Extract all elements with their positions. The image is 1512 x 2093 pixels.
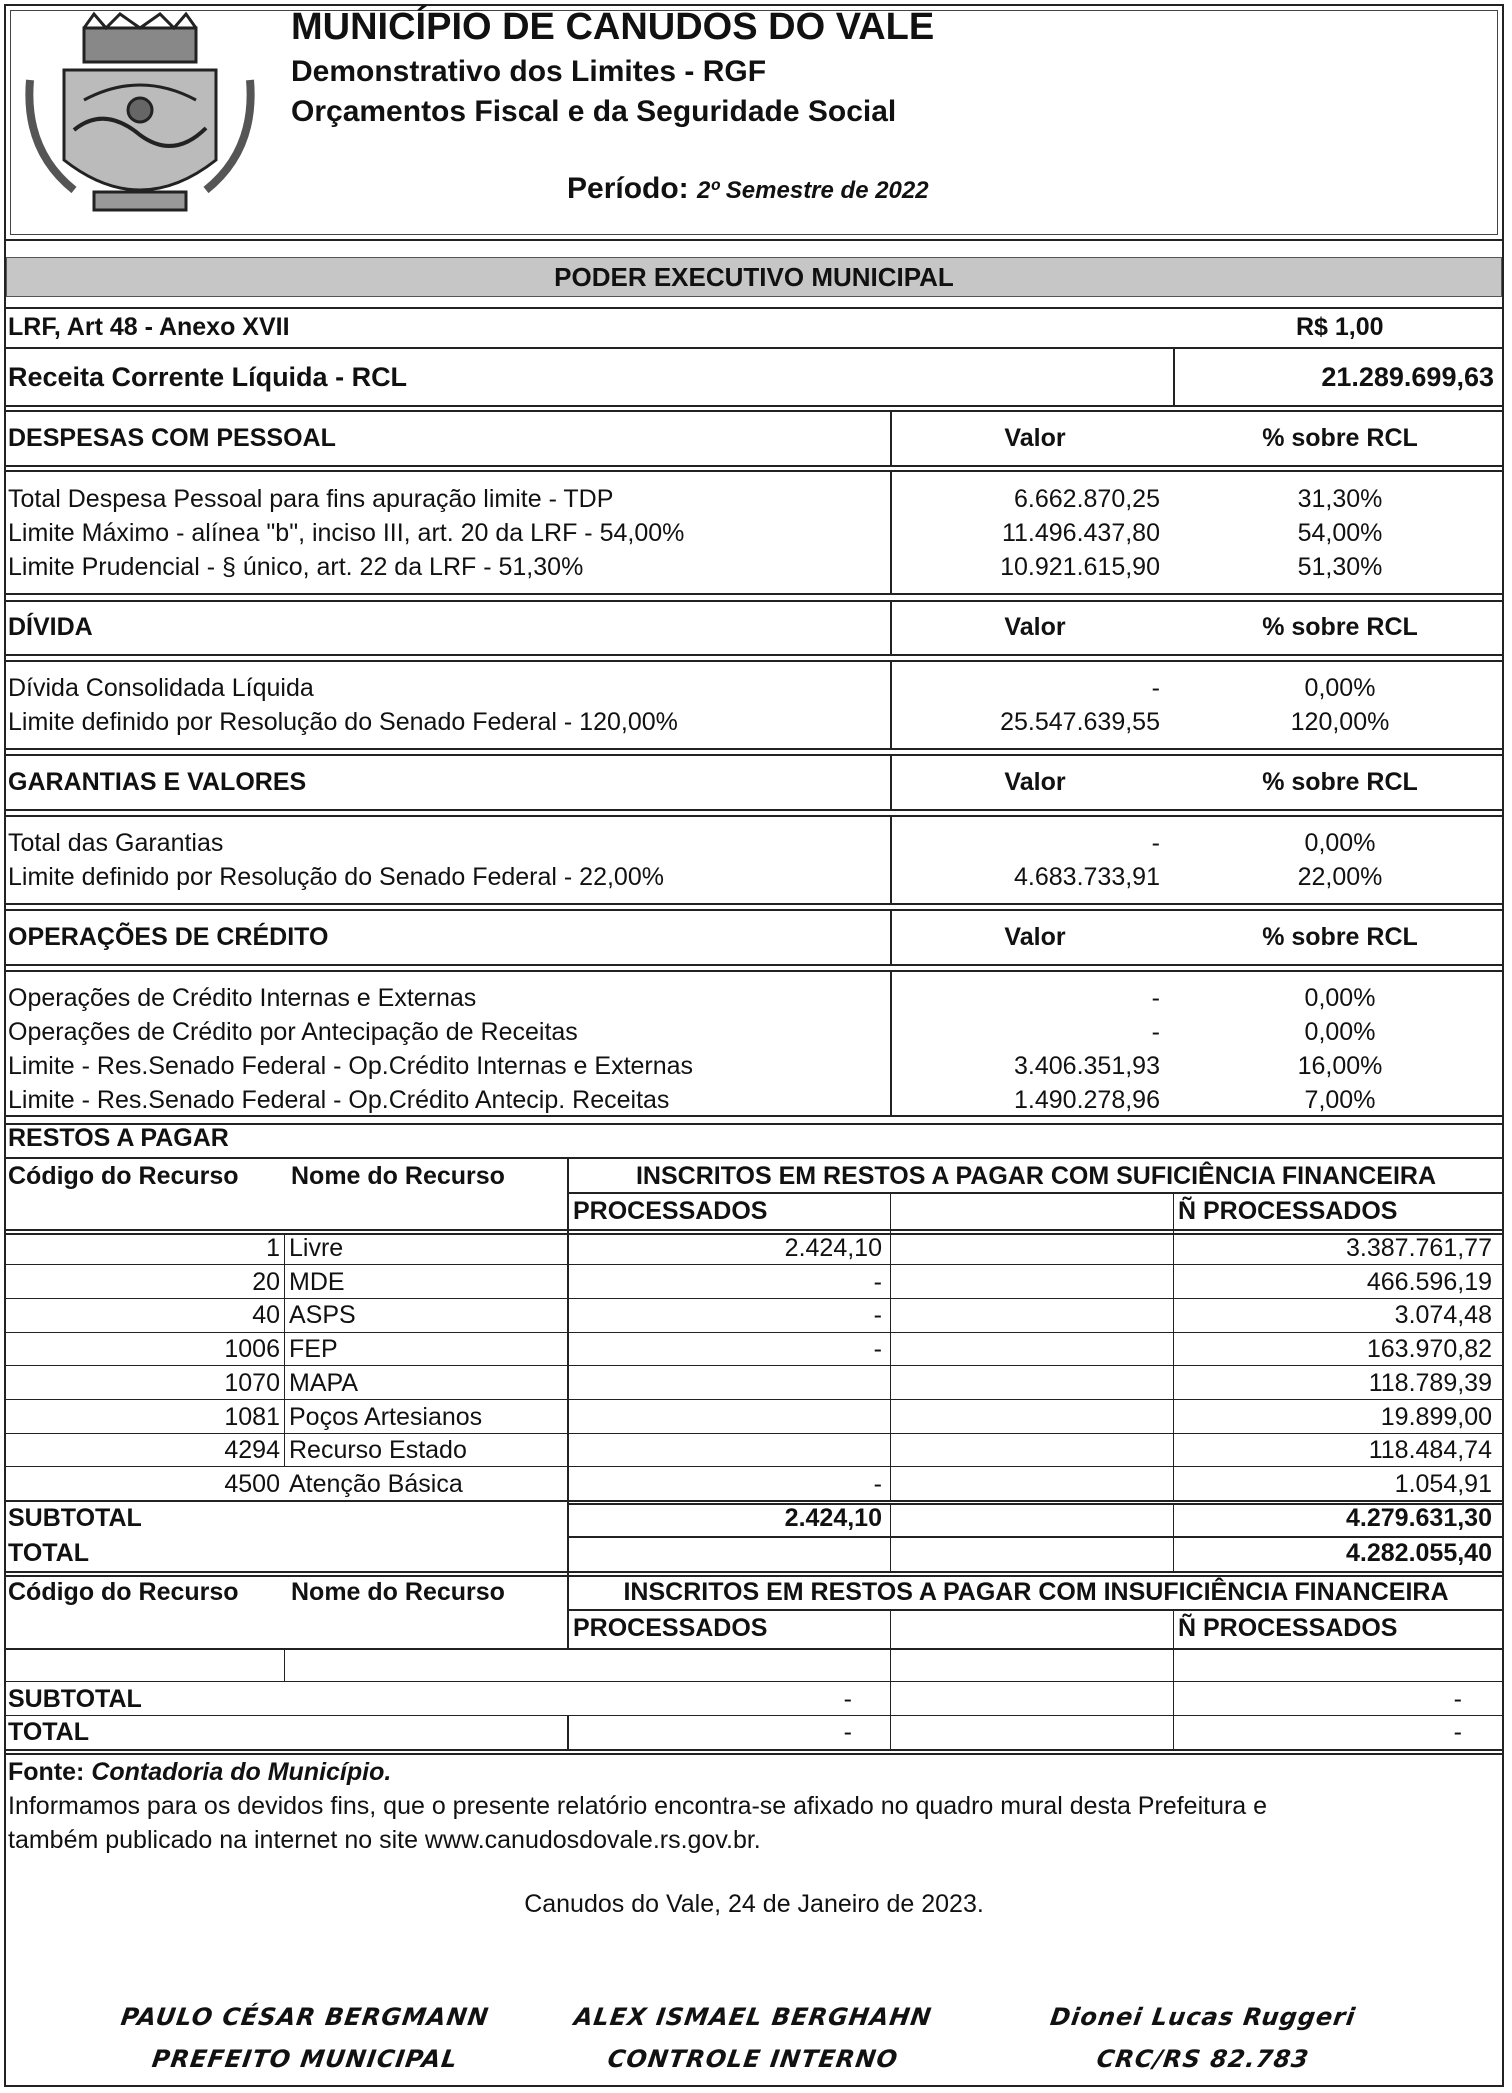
rule [6,748,1502,750]
suf-row-nome: Atenção Básica [289,1470,463,1498]
suf-row-codigo: 4294 [224,1436,280,1464]
insuf-subtotal-proc: - [843,1685,852,1713]
rule [890,1503,891,1571]
credito-row-label: Operações de Crédito por Antecipação de Receitas [8,1018,578,1046]
credito-row-valor: - [1151,1018,1160,1046]
insuf-total-label: TOTAL [8,1718,90,1746]
insuf-total-nproc: - [1453,1718,1462,1746]
pessoal-title: DESPESAS COM PESSOAL [8,424,336,452]
col-nprocessados: Ñ PROCESSADOS [1178,1614,1398,1642]
suf-row-codigo: 40 [252,1301,280,1329]
garantias-row-pct: 22,00% [1297,863,1383,891]
rule [890,970,892,1115]
garantias-title: GARANTIAS E VALORES [8,768,307,796]
credito-row-pct: 0,00% [1304,984,1376,1012]
rule [6,909,1502,911]
suf-row-proc: - [873,1470,882,1498]
suf-row-codigo: 20 [252,1268,280,1296]
rule [6,1749,1502,1751]
col-pct: % sobre RCL [1262,424,1418,452]
rule [6,600,1502,602]
rule [890,410,892,465]
suf-row-nproc: 3.074,48 [1394,1301,1492,1329]
col-pct: % sobre RCL [1262,613,1418,641]
suf-row-nome: Livre [289,1234,344,1262]
rule [284,1648,285,1681]
rule [6,1571,1502,1573]
insuf-subtotal-nproc: - [1453,1685,1462,1713]
col-codigo: Código do Recurso [8,1578,239,1606]
pessoal-row-pct: 51,30% [1297,553,1383,581]
rule [284,1233,285,1466]
fonte-label: Fonte: [8,1758,85,1786]
period-value: 2º Semestre de 2022 [697,177,929,204]
insuf-total-proc: - [843,1718,852,1746]
suf-row-nome: ASPS [289,1301,356,1329]
rule [6,809,1502,811]
restos-title: RESTOS A PAGAR [8,1124,229,1152]
fonte [8,1758,391,1787]
suf-subtotal-proc: 2.424,10 [784,1504,882,1532]
suf-row-nome: Recurso Estado [289,1436,467,1464]
suf-row-nproc: 1.054,91 [1394,1470,1492,1498]
divida-row-valor: - [1151,674,1160,702]
rule [6,465,1502,467]
budget-subtitle: Orçamentos Fiscal e da Seguridade Social [291,95,897,128]
insuf-subtotal-label: SUBTOTAL [8,1685,142,1713]
signature-name: ALEX ISMAEL BERGHAHN [572,2003,934,2031]
rule [6,307,1502,309]
pessoal-row-label: Limite Máximo - alínea "b", inciso III, art. 20 da LRF - 54,00% [8,519,685,547]
suf-row-nproc: 19.899,00 [1380,1403,1492,1431]
col-nprocessados: Ñ PROCESSADOS [1178,1197,1398,1225]
signature-role: CONTROLE INTERNO [605,2045,901,2073]
credito-row-valor: 1.490.278,96 [1014,1086,1160,1114]
rule [6,654,1502,656]
suf-subtotal-label: SUBTOTAL [8,1504,142,1532]
rule [1173,1503,1174,1571]
col-codigo: Código do Recurso [8,1162,239,1190]
credito-row-pct: 0,00% [1304,1018,1376,1046]
suf-row-codigo: 1081 [224,1403,280,1431]
rule [568,1536,1502,1538]
lrf-label: LRF, Art 48 - Anexo XVII [8,313,290,341]
suf-row-nproc: 118.789,39 [1368,1369,1492,1397]
signature-role: CRC/RS 82.783 [1094,2045,1312,2073]
suf-row-proc: - [873,1268,882,1296]
suf-row-nproc: 466.596,19 [1366,1268,1492,1296]
rule [6,754,1502,756]
pessoal-row-label: Total Despesa Pessoal para fins apuração limite - TDP [8,485,614,513]
suf-title: INSCRITOS EM RESTOS A PAGAR COM SUFICIÊNCIA FINANCEIRA [635,1162,1437,1190]
credito-row-pct: 16,00% [1297,1052,1383,1080]
garantias-row-label: Limite definido por Resolução do Senado Federal - 22,00% [8,863,664,891]
suf-row-codigo: 1070 [224,1369,280,1397]
suf-total-label: TOTAL [8,1539,90,1567]
garantias-row-valor: 4.683.733,91 [1014,863,1160,891]
rule [890,1609,891,1749]
credito-title: OPERAÇÕES DE CRÉDITO [8,923,329,951]
credito-row-valor: 3.406.351,93 [1014,1052,1160,1080]
suf-row-codigo: 1006 [224,1335,280,1363]
pessoal-row-valor: 10.921.615,90 [1000,553,1160,581]
suf-row-nome: FEP [289,1335,338,1363]
col-valor: Valor [1004,768,1066,796]
rule [6,815,1502,817]
rule [890,754,892,809]
rule [6,964,1502,966]
signature-role: PREFEITO MUNICIPAL [150,2045,460,2073]
rule [6,1298,1502,1299]
credito-row-label: Limite - Res.Senado Federal - Op.Crédito Internas e Externas [8,1052,694,1080]
col-valor: Valor [1004,613,1066,641]
rcl-value: 21.289.699,63 [1321,362,1494,392]
divida-row-valor: 25.547.639,55 [1000,708,1160,736]
rule [6,1753,1502,1755]
suf-total-nproc: 4.282.055,40 [1346,1539,1492,1567]
rcl-label: Receita Corrente Líquida - RCL [8,362,408,392]
rule [6,1123,1502,1125]
rule [890,600,892,654]
rule [6,1575,1502,1577]
divida-row-pct: 0,00% [1304,674,1376,702]
divida-row-pct: 120,00% [1290,708,1390,736]
suf-row-codigo: 1 [266,1234,280,1262]
col-pct: % sobre RCL [1262,768,1418,796]
col-nome: Nome do Recurso [291,1162,505,1190]
insuf-title: INSCRITOS EM RESTOS A PAGAR COM INSUFICIÊNCIA FINANCEIRA [623,1578,1449,1606]
info-line-1: Informamos para os devidos fins, que o presente relatório encontra-se afixado no quadro mural desta Prefeitura e [8,1792,1268,1820]
municipal-crest-icon [24,10,256,222]
suf-row-nome: Poços Artesianos [289,1403,483,1431]
date-line: Canudos do Vale, 24 de Janeiro de 2023. [524,1890,984,1918]
rule [890,660,892,748]
col-processados: PROCESSADOS [573,1614,768,1642]
rule [567,1715,569,1749]
suf-row-proc: 2.424,10 [784,1234,882,1262]
report-subtitle: Demonstrativo dos Limites - RGF [291,55,767,88]
rule [6,1681,1502,1682]
garantias-row-pct: 0,00% [1304,829,1376,857]
rule [567,1157,569,1649]
suf-row-nproc: 118.484,74 [1368,1436,1492,1464]
rule [6,1157,1502,1159]
pessoal-row-pct: 54,00% [1297,519,1383,547]
period [567,172,929,206]
suf-row-nome: MAPA [289,1369,358,1397]
divida-row-label: Limite definido por Resolução do Senado Federal - 120,00% [8,708,678,736]
suf-row-codigo: 4500 [224,1470,280,1498]
pessoal-row-valor: 11.496.437,80 [1001,519,1160,547]
rule [568,1609,1502,1611]
rule [6,1399,1502,1400]
col-nome: Nome do Recurso [291,1578,505,1606]
col-valor: Valor [1004,923,1066,951]
rule [1173,1192,1174,1500]
currency-unit: R$ 1,00 [1296,313,1384,341]
rule [568,1192,1502,1194]
credito-row-valor: - [1151,984,1160,1012]
rule [6,903,1502,905]
rule [6,1433,1502,1434]
info-line-2: também publicado na internet no site www.canudosdovale.rs.gov.br. [8,1826,761,1854]
pessoal-row-valor: 6.662.870,25 [1014,485,1160,513]
rule [890,909,892,964]
rule [6,1500,1502,1502]
rule [6,970,1502,972]
suf-row-nome: MDE [289,1268,345,1296]
garantias-row-valor: - [1151,829,1160,857]
rule [6,410,1502,412]
rule [1173,349,1175,405]
fonte-value: Contadoria do Município. [91,1758,392,1786]
rule [6,593,1502,595]
signature-name: PAULO CÉSAR BERGMANN [119,2003,491,2031]
rule [6,660,1502,662]
divida-row-label: Dívida Consolidada Líquida [8,674,314,702]
pessoal-row-pct: 31,30% [1297,485,1383,513]
municipality-title: MUNICÍPIO DE CANUDOS DO VALE [291,6,935,48]
rule [6,1715,1502,1716]
rule [890,1192,891,1500]
rule [6,1264,1502,1265]
period-label: Período: [567,172,689,205]
rule [6,1332,1502,1333]
credito-row-label: Operações de Crédito Internas e Externas [8,984,477,1012]
suf-row-proc: - [873,1335,882,1363]
pessoal-row-label: Limite Prudencial - § único, art. 22 da LRF - 51,30% [8,553,584,581]
suf-row-nproc: 163.970,82 [1366,1335,1492,1363]
rule [6,1365,1502,1366]
suf-row-nproc: 3.387.761,77 [1346,1234,1492,1262]
divida-title: DÍVIDA [8,613,93,641]
rule [890,815,892,903]
credito-row-label: Limite - Res.Senado Federal - Op.Crédito Antecip. Receitas [8,1086,670,1114]
col-processados: PROCESSADOS [573,1197,768,1225]
rule [6,470,1502,472]
suf-subtotal-nproc: 4.279.631,30 [1346,1504,1492,1532]
rule [6,1648,1502,1650]
rule [6,1229,1502,1231]
rule [1173,1609,1174,1749]
section-title: PODER EXECUTIVO MUNICIPAL [6,257,1502,297]
garantias-row-label: Total das Garantias [8,829,224,857]
rule [6,347,1502,349]
rule [6,1115,1502,1117]
signature-name: Dionei Lucas Ruggeri [1048,2003,1358,2031]
rule [890,470,892,593]
suf-row-proc: - [873,1301,882,1329]
col-valor: Valor [1004,424,1066,452]
credito-row-pct: 7,00% [1304,1086,1376,1114]
col-pct: % sobre RCL [1262,923,1418,951]
rule [6,405,1502,407]
rule [6,1466,1502,1467]
